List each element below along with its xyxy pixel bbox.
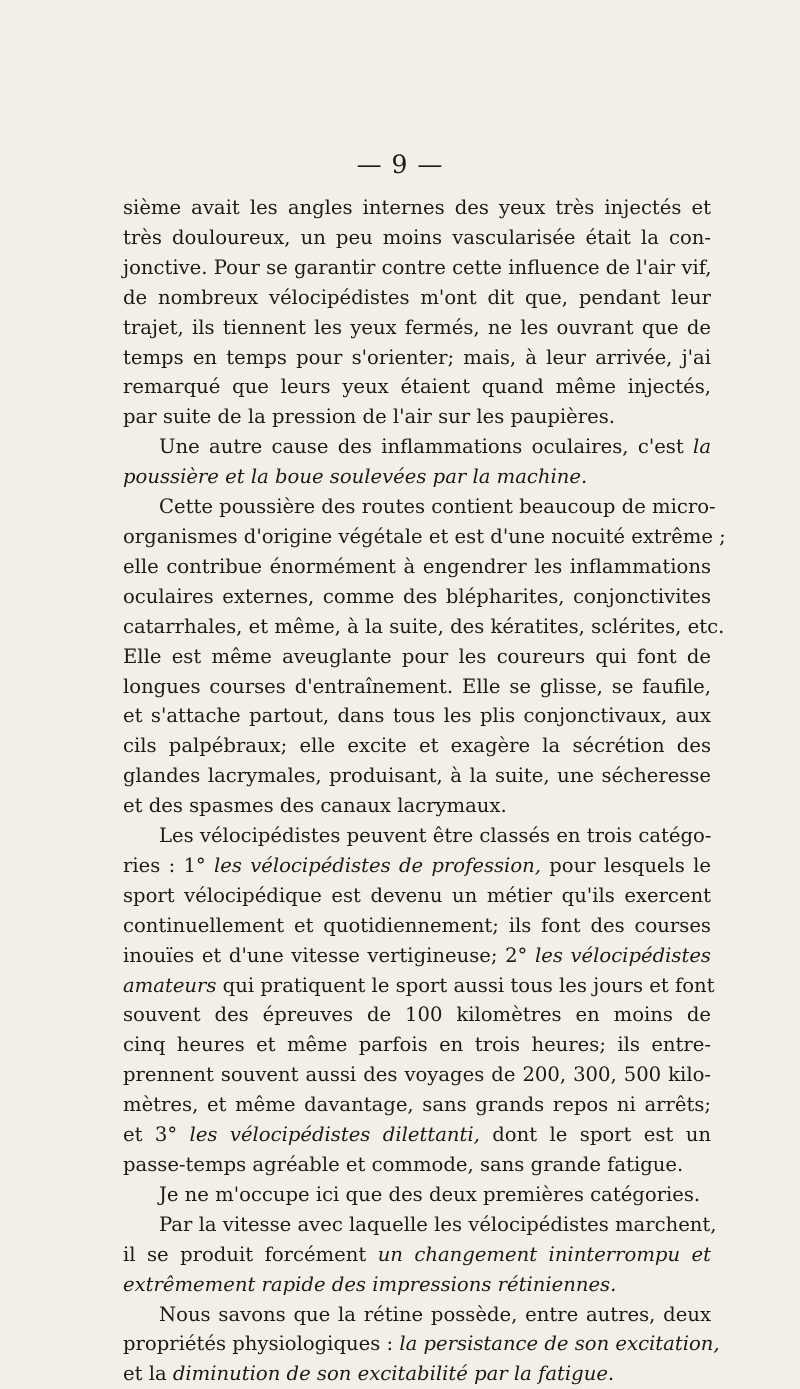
text-run: et la — [123, 1362, 173, 1386]
text-run: il se produit forcément — [123, 1242, 378, 1266]
text-run: elle contribue énormément à engendrer les inflammations — [123, 554, 711, 578]
text-line — [123, 791, 711, 821]
text-run: sport vélocipédique est devenu un métier qu'ils exercent — [123, 883, 711, 907]
text-line — [123, 492, 716, 522]
text-line — [123, 1270, 711, 1300]
text-run: Elle est même aveuglante pour les coureurs qui font de — [123, 644, 711, 668]
italic-text: extrêmement rapide des impressions rétiniennes. — [123, 1272, 617, 1296]
paragraph — [123, 492, 726, 821]
text-line — [123, 1210, 717, 1240]
text-line — [123, 1359, 711, 1389]
italic-text: les vélocipédistes dilettanti, — [189, 1123, 480, 1147]
paragraph — [123, 432, 711, 492]
text-line — [123, 612, 725, 642]
text-line — [123, 701, 711, 731]
text-line — [123, 642, 711, 672]
text-line — [123, 1300, 711, 1330]
text-line — [123, 1000, 711, 1030]
text-run: temps en temps pour s'orienter; mais, à leur arrivée, j'ai — [123, 345, 711, 369]
text-run: et s'attache partout, dans tous les plis conjonctivaux, aux — [123, 704, 711, 728]
text-run: jonctive. Pour se garantir contre cette influence de l'air vif, — [123, 255, 712, 279]
text-run: Les vélocipédistes peuvent être classés en trois catégo- — [159, 824, 712, 848]
text-run: longues courses d'entraînement. Elle se glisse, se faufile, — [123, 674, 711, 698]
text-line — [123, 1240, 711, 1270]
text-line — [123, 522, 726, 552]
text-run: Une autre cause des inflammations oculaires, c'est — [159, 435, 694, 459]
text-line — [123, 851, 711, 881]
text-run: souvent des épreuves de 100 kilomètres en moins de — [123, 1003, 711, 1027]
text-line — [123, 1120, 711, 1150]
text-line — [123, 881, 711, 911]
text-line — [123, 761, 711, 791]
text-line — [123, 462, 711, 492]
text-line — [123, 223, 711, 253]
text-run: Nous savons que la rétine possède, entre autres, deux — [159, 1302, 711, 1326]
italic-text: amateurs — [123, 973, 217, 997]
text-run: trajet, ils tiennent les yeux fermés, ne les ouvrant que de — [123, 315, 711, 339]
text-run: cinq heures et même parfois en trois heures; ils entre- — [123, 1033, 711, 1057]
text-run: et des spasmes des canaux lacrymaux. — [123, 794, 507, 818]
text-line — [123, 343, 711, 373]
text-line — [123, 911, 711, 941]
text-line — [123, 432, 711, 462]
text-run: oculaires externes, comme des blépharites, conjonctivites — [123, 584, 711, 608]
italic-text: la persistance de son excitation, — [399, 1332, 720, 1356]
italic-text: la — [693, 435, 711, 459]
italic-text: diminution de son excitabilité par la fatigue. — [172, 1362, 615, 1386]
paragraph — [123, 1300, 720, 1389]
text-run: cils palpébraux; elle excite et exagère la sécrétion des — [123, 734, 711, 758]
text-line — [123, 1030, 711, 1060]
text-line — [123, 552, 711, 582]
text-line — [123, 193, 711, 223]
text-line — [123, 971, 715, 1001]
paragraph — [123, 1210, 717, 1300]
text-line — [123, 1329, 720, 1359]
text-run: sième avait les angles internes des yeux très injectés et — [123, 196, 711, 219]
text-run: continuellement et quotidiennement; ils font des courses — [123, 913, 711, 937]
text-line — [123, 731, 711, 761]
text-line — [123, 253, 711, 283]
text-run: inouïes et d'une vitesse vertigineuse; 2° — [123, 943, 535, 967]
text-run: très douloureux, un peu moins vascularisée était la con- — [123, 225, 711, 249]
body-text — [123, 193, 726, 1389]
text-run: ries : 1° — [123, 853, 214, 877]
text-line — [123, 582, 711, 612]
text-run: Cette poussière des routes contient beaucoup de micro- — [159, 495, 716, 519]
italic-text: les vélocipédistes de profession, — [214, 853, 541, 877]
text-run: propriétés physiologiques : — [123, 1332, 400, 1356]
text-run: et 3° — [123, 1123, 190, 1147]
text-line — [123, 941, 711, 971]
text-run: de nombreux vélocipédistes m'ont dit que, pendant leur — [123, 285, 711, 309]
text-line — [123, 1180, 711, 1210]
text-run: Je ne m'occupe ici que des deux premières catégories. — [159, 1182, 701, 1206]
text-line — [123, 283, 711, 313]
italic-text: les vélocipédistes — [534, 943, 711, 967]
text-line — [123, 1150, 711, 1180]
paragraph — [123, 821, 715, 1180]
italic-text: poussière et la boue soulevées par la machine. — [123, 465, 588, 489]
text-run: glandes lacrymales, produisant, à la suite, une sécheresse — [123, 764, 711, 788]
text-run: par suite de la pression de l'air sur les paupières. — [123, 405, 615, 429]
text-run: Par la vitesse avec laquelle les vélocipédistes marchent, — [159, 1212, 717, 1236]
text-run: catarrhales, et même, à la suite, des kératites, sclérites, etc. — [123, 614, 725, 638]
text-run: mètres, et même davantage, sans grands repos ni arrêts; — [123, 1093, 711, 1117]
page-number: — 9 — — [356, 150, 444, 179]
text-line — [123, 313, 711, 343]
paragraph — [123, 1180, 711, 1210]
text-run: pour lesquels le — [540, 853, 711, 877]
italic-text: un changement ininterrompu et — [377, 1242, 711, 1266]
text-line — [123, 1060, 711, 1090]
text-run: passe-temps agréable et commode, sans grande fatigue. — [123, 1153, 684, 1176]
text-line — [123, 672, 711, 702]
text-run: dont le sport est un — [479, 1123, 711, 1147]
text-line — [123, 821, 711, 851]
text-line — [123, 372, 711, 402]
text-run: organismes d'origine végétale et est d'une nocuité extrême ; — [123, 524, 726, 548]
text-run: remarqué que leurs yeux étaient quand même injectés, — [123, 375, 711, 399]
text-line — [123, 402, 711, 432]
text-line — [123, 1090, 711, 1120]
text-run: qui pratiquent le sport aussi tous les jours et font — [216, 973, 715, 997]
paragraph — [123, 193, 711, 432]
text-run: prennent souvent aussi des voyages de 200, 300, 500 kilo- — [123, 1063, 711, 1087]
